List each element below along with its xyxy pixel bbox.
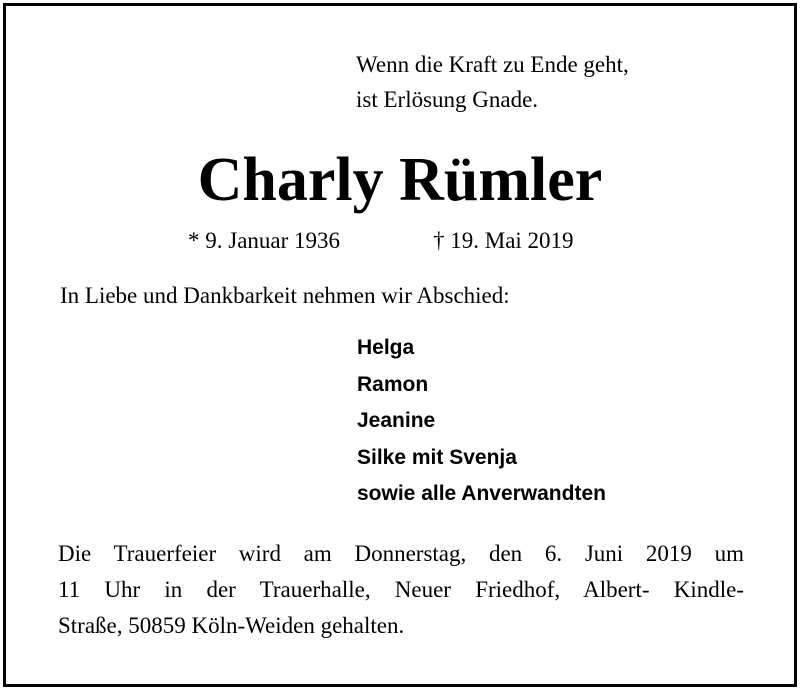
- deceased-name: Charly Rümler: [197, 146, 603, 214]
- funeral-service-notice: [58, 536, 744, 644]
- birth-date: * 9. Januar 1936: [188, 228, 341, 253]
- mourner-name: sowie alle Anverwandten: [357, 482, 606, 505]
- service-line: Straße, 50859 Köln-Weiden gehalten.: [58, 613, 405, 638]
- mourners-list: [357, 330, 606, 513]
- death-date: † 19. Mai 2019: [433, 228, 574, 253]
- quote-line: ist Erlösung Gnade.: [356, 87, 539, 112]
- service-line: 11 Uhr in der Trauerhalle, Neuer Friedhof, Albert- Kindle-: [58, 577, 744, 602]
- service-line: Die Trauerfeier wird am Donnerstag, den 6. Juni 2019 um: [58, 541, 744, 566]
- mourner-name: Jeanine: [357, 409, 436, 432]
- mourner-name: Helga: [357, 336, 415, 359]
- mourner-name: Ramon: [357, 372, 429, 396]
- mourner-name: Silke mit Svenja: [357, 445, 517, 469]
- epigraph-quote: [356, 47, 629, 117]
- quote-line: Wenn die Kraft zu Ende geht,: [356, 52, 629, 77]
- farewell-text: In Liebe und Dankbarkeit nehmen wir Abschied:: [60, 283, 510, 308]
